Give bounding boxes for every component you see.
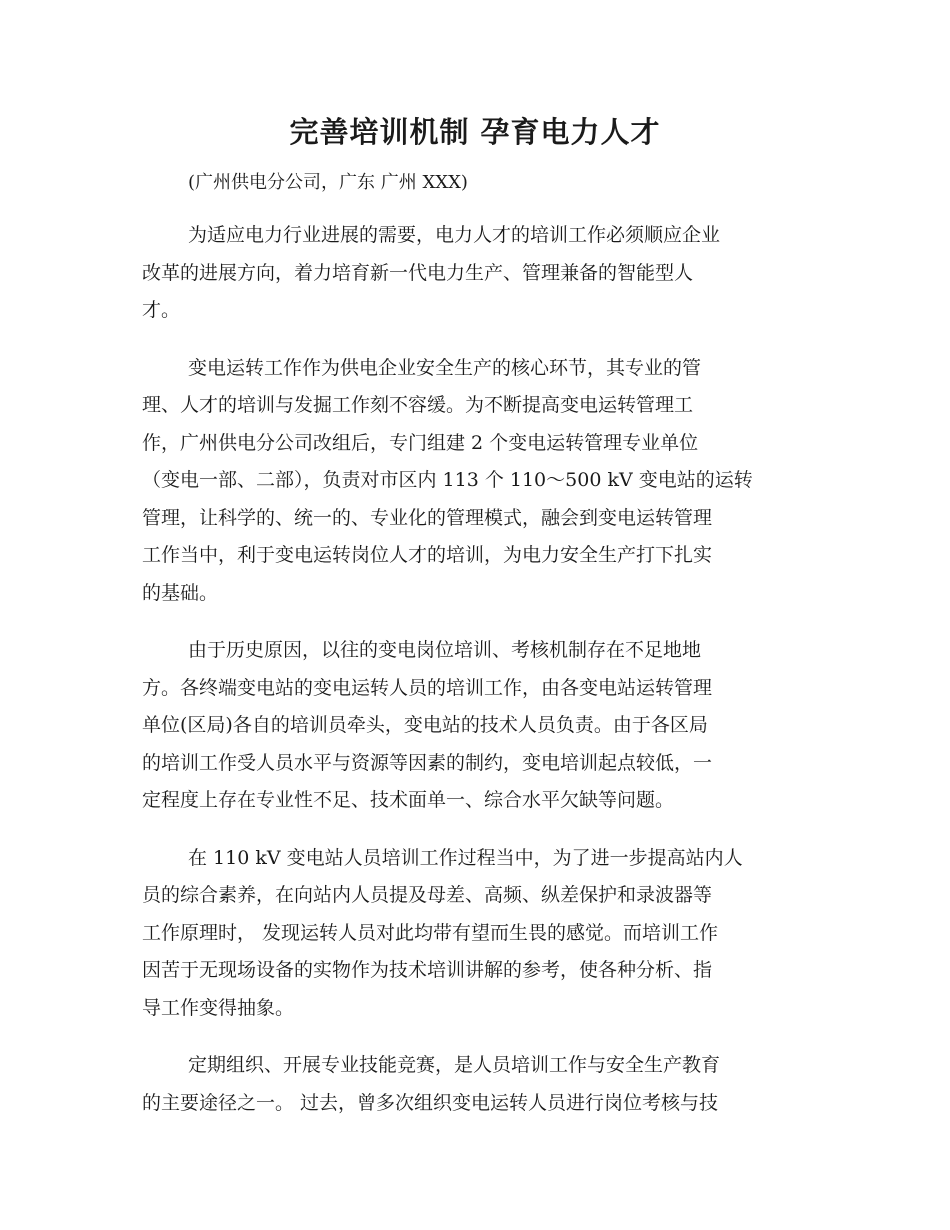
text-line: 理、人才的培训与发掘工作刻不容缓。为不断提高变电运转管理工 [142,394,694,416]
text-line: 为适应电力行业进展的需要，电力人才的培训工作必须顺应企业 [188,224,721,246]
paragraph-4 [142,840,810,1028]
text-line: 作，广州供电分公司改组后，专门组建 2 个变电运转管理专业单位 [142,431,699,454]
text-line: 方。各终端变电站的变电运转人员的培训工作，由各变电站运转管理 [142,676,713,699]
paragraph-3 [142,632,810,820]
text-line: 才。 [142,299,181,321]
paragraph-5 [142,1047,810,1122]
text-line: 在 110 kV 变电站人员培训工作过程当中，为了进一步提高站内人 [188,846,743,869]
text-line: 变电运转工作作为供电企业安全生产的核心环节，其专业的管 [188,356,702,379]
text-line: 的培训工作受人员水平与资源等因素的制约，变电培训起点较低，一 [142,751,713,774]
body-text [142,217,810,1142]
paragraph-1 [142,217,810,330]
text-line: 改革的进展方向，着力培育新一代电力生产、管理兼备的智能型人 [142,261,694,284]
text-line: 定期组织、开展专业技能竞赛，是人员培训工作与安全生产教育 [188,1054,721,1076]
text-line: 工作原理时， 发现运转人员对此均带有望而生畏的感觉。而培训工作 [142,921,719,944]
text-line: 的主要途径之一。 过去，曾多次组织变电运转人员进行岗位考核与技 [142,1091,719,1114]
text-line: 工作当中，利于变电运转岗位人才的培训，为电力安全生产打下扎实 [142,544,713,566]
text-line: 单位(区局)各自的培训员牵头，变电站的技术人员负责。由于各区局 [142,714,708,736]
text-line: （变电一部、二部），负责对市区内 113 个 110～500 kV 变电站的运转 [142,469,753,491]
paragraph-2 [142,350,810,613]
text-line: 管理，让科学的、统一的、专业化的管理模式，融会到变电运转管理 [142,506,713,529]
text-line: 定程度上存在专业性不足、技术面单一、综合水平欠缺等问题。 [142,789,675,811]
document-title: 完善培训机制 孕育电力人才 [289,115,661,149]
text-line: 的基础。 [142,581,219,604]
text-line: 由于历史原因，以往的变电岗位培训、考核机制存在不足地地 [188,639,702,661]
text-line: 导工作变得抽象。 [142,996,295,1019]
text-line: 员的综合素养，在向站内人员提及母差、高频、纵差保护和录波器等 [142,884,713,906]
author-affiliation: (广州供电分公司，广东 广州 XXX) [188,172,468,193]
text-line: 因苦于无现场设备的实物作为技术培训讲解的参考，使各种分析、指 [142,959,713,981]
